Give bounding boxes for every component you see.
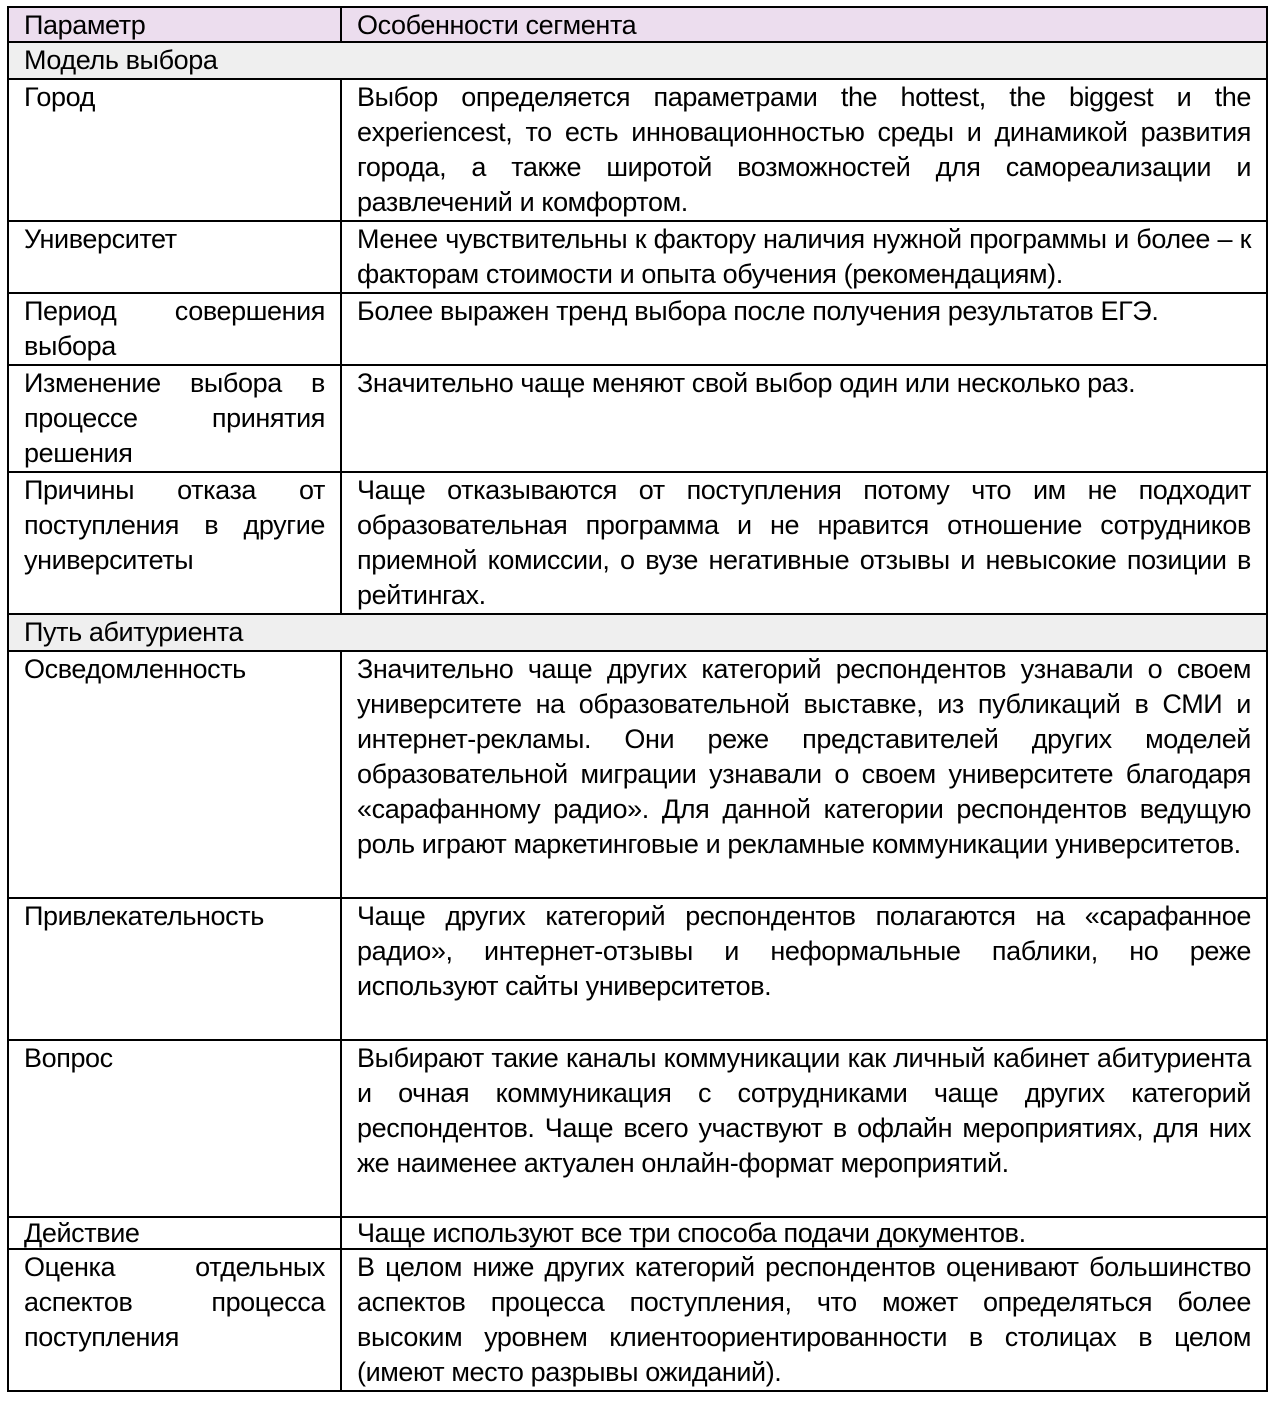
table-row	[8, 651, 1267, 898]
param-cell: Период совершения выбора	[8, 293, 341, 365]
table-row	[8, 79, 1267, 221]
section-title: Модель выбора	[8, 42, 1267, 79]
table-row	[8, 1217, 1267, 1249]
table-row	[8, 221, 1267, 293]
table-row	[8, 293, 1267, 365]
table-row	[8, 898, 1267, 1040]
param-cell: Привлекательность	[8, 898, 341, 1040]
param-cell: Изменение выбора в процессе принятия решения	[8, 365, 341, 472]
top-cut-edge	[0, 0, 1276, 4]
feature-cell: Чаще отказываются от поступления потому что им не подходит образовательная программа и не нравится отношение сотрудников приемной комиссии, о вузе негативные отзывы и невысокие позиции в рейтингах.	[341, 472, 1267, 614]
feature-cell: Чаще используют все три способа подачи документов.	[341, 1217, 1267, 1249]
header-cell-parameter: Параметр	[8, 7, 341, 42]
param-cell: Осведомленность	[8, 651, 341, 898]
param-cell: Университет	[8, 221, 341, 293]
param-cell: Город	[8, 79, 341, 221]
table-row	[8, 1249, 1267, 1391]
feature-cell: Значительно чаще других категорий респондентов узнавали о своем университете на образовательной выставке, из публикаций в СМИ и интернет-рекламы. Они реже представителей других моделей образовательной миграции узнавали о своем университете благодаря «сарафанному радио». Для данной категории респондентов ведущую роль играют маркетинговые и рекламные коммуникации университетов.	[341, 651, 1267, 898]
header-cell-features: Особенности сегмента	[341, 7, 1267, 42]
table-row	[8, 365, 1267, 472]
feature-cell: Выбирают такие каналы коммуникации как личный кабинет абитуриента и очная коммуникация с сотрудниками чаще других категорий респондентов. Чаще всего участвуют в офлайн мероприятиях, для них же наименее актуален онлайн-формат мероприятий.	[341, 1040, 1267, 1217]
param-cell: Оценка отдельных аспектов процесса поступления	[8, 1249, 341, 1391]
table-row	[8, 472, 1267, 614]
section-row-applicant-path	[8, 614, 1267, 651]
table-header-row	[8, 7, 1267, 42]
param-cell: Причины отказа от поступления в другие университеты	[8, 472, 341, 614]
table-row	[8, 1040, 1267, 1217]
feature-cell: Значительно чаще меняют свой выбор один или несколько раз.	[341, 365, 1267, 472]
section-row-choice-model	[8, 42, 1267, 79]
feature-cell: Менее чувствительны к фактору наличия нужной программы и более – к факторам стоимости и опыта обучения (рекомендациям).	[341, 221, 1267, 293]
feature-cell: Выбор определяется параметрами the hottest, the biggest и the experiencest, то есть инновационностью среды и динамикой развития города, а также широтой возможностей для самореализации и развлечений и комфортом.	[341, 79, 1267, 221]
section-title: Путь абитуриента	[8, 614, 1267, 651]
feature-cell: Чаще других категорий респондентов полагаются на «сарафанное радио», интернет-отзывы и неформальные паблики, но реже используют сайты университетов.	[341, 898, 1267, 1040]
segment-features-table	[7, 6, 1268, 1392]
feature-cell: Более выражен тренд выбора после получения результатов ЕГЭ.	[341, 293, 1267, 365]
param-cell: Действие	[8, 1217, 341, 1249]
param-cell: Вопрос	[8, 1040, 341, 1217]
feature-cell: В целом ниже других категорий респондентов оценивают большинство аспектов процесса поступления, что может определяться более высоким уровнем клиентоориентированности в столицах в целом (имеют место разрывы ожиданий).	[341, 1249, 1267, 1391]
